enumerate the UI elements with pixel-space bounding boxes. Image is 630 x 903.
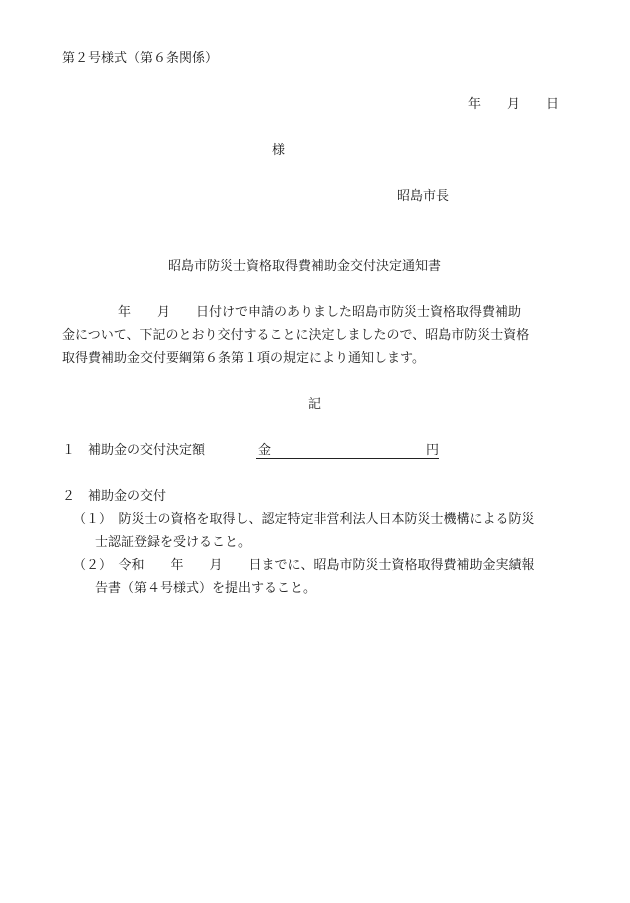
- amount-underline: [256, 458, 439, 459]
- amount-suffix: 円: [426, 443, 440, 458]
- amount-prefix: 金: [258, 443, 272, 458]
- body-line-2: 金について、下記のとおり交付することに決定しましたので、昭島市防災士資格: [62, 328, 530, 343]
- body-line-3: 取得費補助金交付要綱第６条第１項の規定により通知します。: [62, 351, 425, 366]
- condition1-line-2: 士認証登録を受けること。: [95, 535, 252, 550]
- document-title: 昭島市防災士資格取得費補助金交付決定通知書: [168, 259, 442, 274]
- form-number: 第２号様式（第６条関係）: [62, 51, 219, 66]
- issuer-name: 昭島市長: [397, 189, 450, 204]
- addressee-line: 様: [272, 143, 286, 158]
- ki-heading: 記: [308, 397, 322, 412]
- item1-label: １ 補助金の交付決定額: [62, 443, 206, 458]
- condition1-line-1: （１） 防災士の資格を取得し、認定特定非営利法人日本防災士機構による防災: [73, 512, 535, 527]
- body-line-1: 年 月 日付けで申請のありました昭島市防災士資格取得費補助: [92, 305, 522, 320]
- date-line: 年 月 日: [468, 97, 560, 112]
- condition2-line-1: （２） 令和 年 月 日までに、昭島市防災士資格取得費補助金実績報: [73, 558, 535, 573]
- item2-heading: ２ 補助金の交付: [62, 489, 167, 504]
- condition2-line-2: 告書（第４号様式）を提出すること。: [95, 581, 317, 596]
